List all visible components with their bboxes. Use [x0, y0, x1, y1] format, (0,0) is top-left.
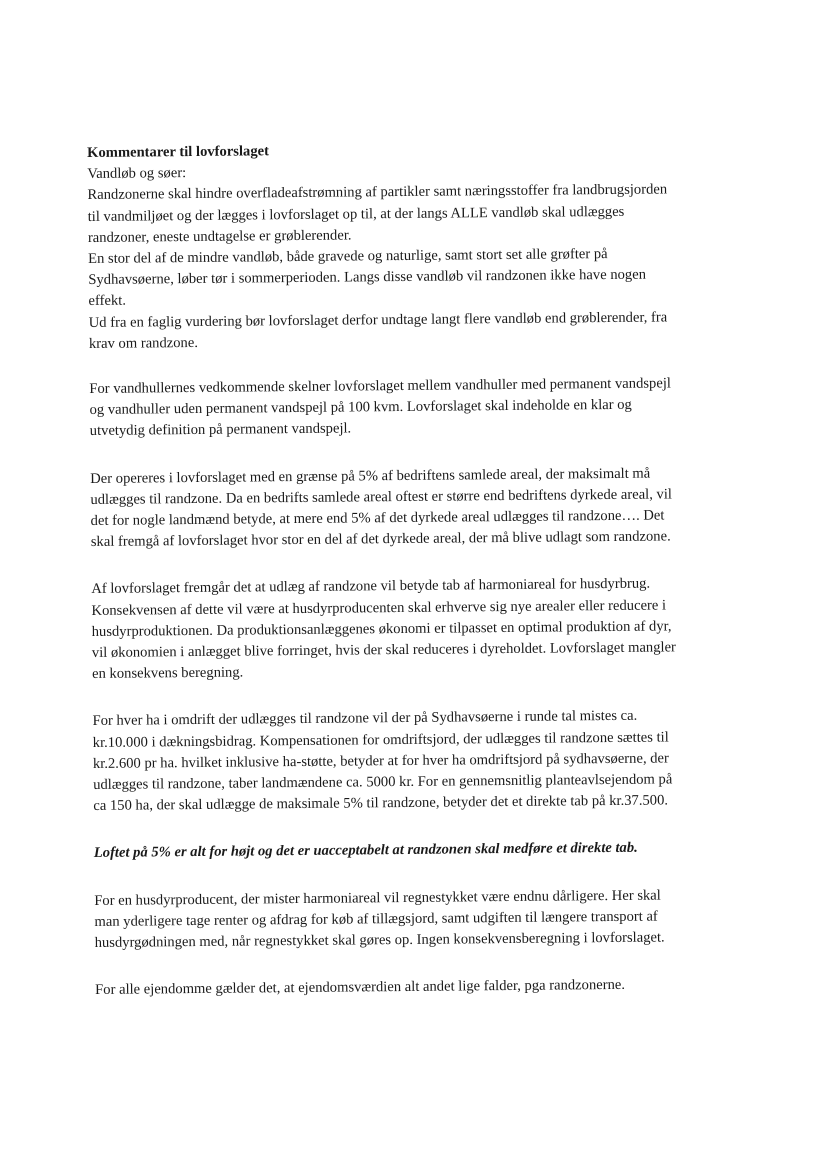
text-line: man yderligere tage renter og afdrag for køb af tillægsjord, samt udgiften til længere transport af: [94, 908, 658, 930]
text-line: utvetydig definition på permanent vandspejl.: [89, 420, 352, 440]
text-line: og vandhuller uden permanent vandspejl på 100 kvm. Lovforslaget skal indeholde en klar og: [89, 397, 632, 419]
text-line: krav om randzone.: [88, 334, 199, 352]
text-line: For vandhullernes vedkommende skelner lovforslaget mellem vandhuller med permanent vandspejl: [89, 375, 671, 398]
text-line: det for nogle landmænd betyde, at mere end 5% af det dyrkede areal udlægges til randzone…. Det: [90, 507, 665, 530]
section-five-percent-limit: [90, 462, 731, 553]
text-line: skal fremgå af lovforslaget hvor stor en del af det dyrkede areal, der må blive udlagt som randzone.: [90, 528, 671, 551]
emphasis-statement: Loftet på 5% er alt for højt og det er uacceptabelt at randzonen skal medføre et direkte tab.: [93, 840, 638, 862]
text-line: For en husdyrproducent, der mister harmoniareal vil regnestykket være endnu dårligere. Her skal: [94, 887, 661, 909]
document-body: [87, 137, 735, 1002]
text-line: Konsekvensen af dette vil være at husdyrproducenten skal erhverve sig nye arealer eller reducere i: [91, 597, 667, 619]
text-line: vil økonomien i anlægget blive forringet, hvis der skal reduceres i dyreholdet. Lovforslaget mangler: [91, 639, 676, 662]
text-line: Der opereres i lovforslaget med en grænse på 5% af bedriftens samlede areal, der maksimalt må: [90, 465, 651, 487]
text-line: til vandmiljøet og der lægges i lovforslaget op til, at der langs ALLE vandløb skal udlægges: [87, 203, 625, 225]
text-line: kr.2.600 pr ha. hvilket inklusive ha-støtte, betyder at for hver ha omdriftsjord på sydhavsøerne, der: [92, 750, 669, 772]
text-line: Af lovforslaget fremgår det at udlæg af randzone vil betyde tab af harmoniareal for husdyrbrug.: [91, 576, 651, 598]
section-subtitle: Vandløb og søer:: [87, 165, 187, 183]
text-line: randzoner, eneste undtagelse er grøblerender.: [87, 227, 352, 246]
text-line: effekt.: [88, 293, 127, 310]
section-ponds: [89, 373, 730, 443]
text-line: husdyrproduktionen. Da produktionsanlæggenes økonomi er tilpasset en optimal produktion af dyr,: [91, 618, 672, 640]
section-livestock-producer: [94, 885, 735, 955]
text-line: Ud fra en faglig vurdering bør lovforslaget derfor undtage langt flere vandløb end grøblerender, fra: [88, 309, 668, 331]
text-line: Sydhavsøerne, løber tør i sommerperioden. Langs disse vandløb vil randzonen ikke have nogen: [88, 266, 647, 289]
section-harmony-area: [91, 573, 732, 685]
document-title: Kommentarer til lovforslaget: [87, 143, 270, 161]
text-line: udlægges til randzone. Da en bedrifts samlede areal oftest er større end bedriftens dyrkede areal, vil: [90, 486, 672, 508]
text-line: en konsekvens beregning.: [92, 664, 244, 683]
text-line: husdyrgødningen med, når regnestykket skal gøres op. Ingen konsekvensberegning i lovforslaget.: [94, 929, 665, 952]
text-line: kr.10.000 i dækningsbidrag. Kompensationen for omdriftsjord, der udlægges til randzone sættes til: [92, 729, 669, 751]
text-line: For alle ejendomme gælder det, at ejendomsværdien alt andet lige falder, pga randzonerne.: [95, 977, 626, 999]
text-line: En stor del af de mindre vandløb, både gravede og naturlige, samt stort set alle grøfter på: [88, 246, 608, 268]
section-watercourses: [87, 158, 729, 355]
text-line: Randzonerne skal hindre overfladeafstrømning af partikler samt næringsstoffer fra landbrugsjorden: [87, 181, 668, 204]
text-line: For hver ha i omdrift der udlægges til randzone vil der på Sydhavsøerne i runde tal mistes ca.: [92, 708, 638, 730]
section-compensation: [92, 705, 733, 817]
text-line: ca 150 ha, der skal udlægge de maksimale 5% til randzone, betyder det et direkte tab på kr.37.500.: [93, 792, 669, 815]
text-line: udlægges til randzone, taber landmændene ca. 5000 kr. For en gennemsnitlig planteavlsejendom på: [93, 771, 673, 794]
